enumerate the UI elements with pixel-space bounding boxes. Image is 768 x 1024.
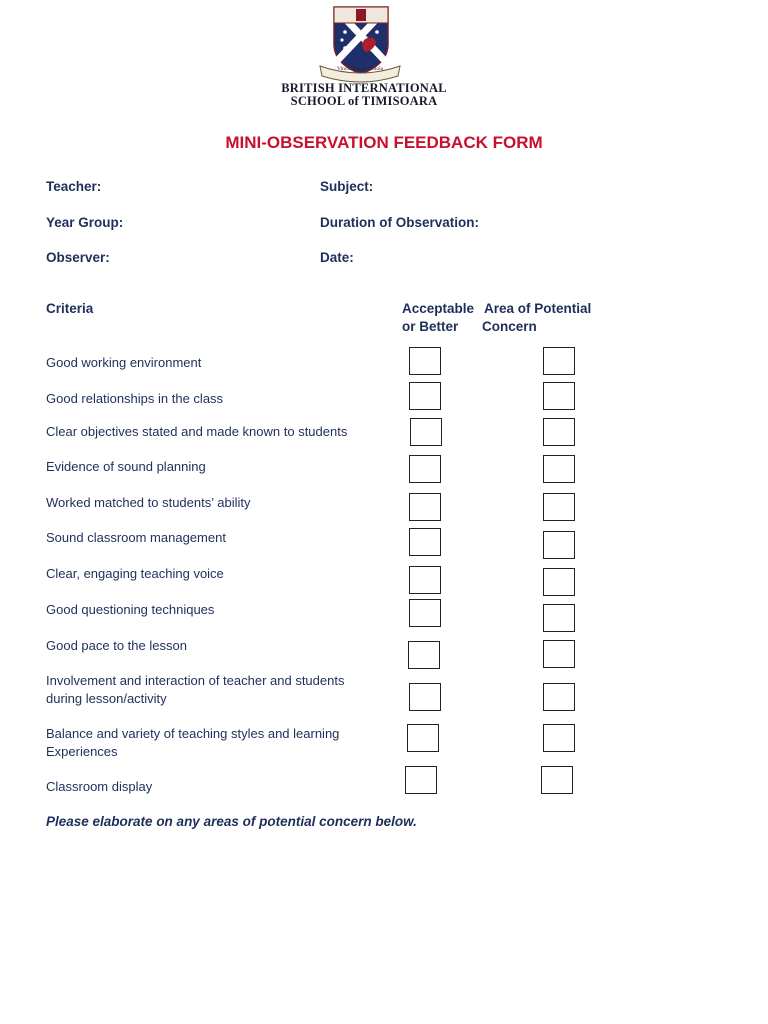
criterion-label <box>46 601 391 619</box>
criterion-label <box>46 637 391 655</box>
school-crest-logo <box>312 4 408 84</box>
criterion-text-line-1: Sound classroom management <box>46 530 226 545</box>
acceptable-checkbox[interactable] <box>409 455 441 483</box>
criterion-text-line-1: Classroom display <box>46 779 153 794</box>
criterion-label <box>46 565 391 583</box>
concern-checkbox[interactable] <box>543 568 575 596</box>
concern-checkbox[interactable] <box>543 683 575 711</box>
subject-label: Subject: <box>320 179 374 194</box>
acceptable-checkbox[interactable] <box>409 493 441 521</box>
teacher-label: Teacher: <box>46 179 102 194</box>
criterion-label <box>46 494 391 512</box>
elaborate-concerns-note: Please elaborate on any areas of potential concern below. <box>46 814 417 829</box>
concern-header-line-1: Area of Potential <box>484 301 592 316</box>
criterion-label <box>46 423 391 441</box>
school-name-line-1: BRITISH INTERNATIONAL <box>281 81 447 95</box>
criterion-text-line-1: Good pace to the lesson <box>46 638 187 653</box>
criterion-label <box>46 672 391 708</box>
criterion-label <box>46 725 391 761</box>
concern-checkbox[interactable] <box>541 766 573 794</box>
concern-column-header <box>482 300 591 336</box>
criterion-label <box>46 390 391 408</box>
concern-checkbox[interactable] <box>543 493 575 521</box>
acceptable-checkbox[interactable] <box>408 641 440 669</box>
criterion-text-line-1: Clear, engaging teaching voice <box>46 566 224 581</box>
acceptable-column-header <box>402 300 474 336</box>
concern-checkbox[interactable] <box>543 455 575 483</box>
duration-label: Duration of Observation: <box>320 215 480 230</box>
criterion-text-line-1: Good relationships in the class <box>46 391 224 406</box>
acceptable-checkbox[interactable] <box>409 683 441 711</box>
criterion-label <box>46 778 391 796</box>
date-label: Date: <box>320 250 354 265</box>
concern-checkbox[interactable] <box>543 604 575 632</box>
criterion-text-line-2: during lesson/activity <box>46 691 167 706</box>
observer-label: Observer: <box>46 250 110 265</box>
concern-checkbox[interactable] <box>543 382 575 410</box>
concern-checkbox[interactable] <box>543 347 575 375</box>
acceptable-checkbox[interactable] <box>410 418 442 446</box>
criterion-text-line-1: Worked matched to students’ ability <box>46 495 251 510</box>
criterion-text-line-2: Experiences <box>46 744 118 759</box>
acceptable-checkbox[interactable] <box>409 347 441 375</box>
criterion-text-line-1: Involvement and interaction of teacher and students <box>46 673 345 688</box>
criterion-label <box>46 458 391 476</box>
concern-checkbox[interactable] <box>543 418 575 446</box>
acceptable-header-line-2: or Better <box>402 319 459 334</box>
acceptable-checkbox[interactable] <box>409 599 441 627</box>
criteria-column-header: Criteria <box>46 301 94 316</box>
acceptable-checkbox[interactable] <box>405 766 437 794</box>
school-name-line-2: SCHOOL of TIMISOARA <box>290 94 438 108</box>
concern-checkbox[interactable] <box>543 531 575 559</box>
acceptable-checkbox[interactable] <box>407 724 439 752</box>
criterion-text-line-1: Evidence of sound planning <box>46 459 206 474</box>
year-group-label: Year Group: <box>46 215 124 230</box>
acceptable-checkbox[interactable] <box>409 528 441 556</box>
acceptable-header-line-1: Acceptable <box>402 301 475 316</box>
concern-checkbox[interactable] <box>543 640 575 668</box>
criterion-label <box>46 354 391 372</box>
criterion-text-line-1: Good questioning techniques <box>46 602 215 617</box>
criterion-text-line-1: Clear objectives stated and made known to students <box>46 424 348 439</box>
criterion-label <box>46 529 391 547</box>
concern-header-line-2: Concern <box>482 319 537 334</box>
acceptable-checkbox[interactable] <box>409 382 441 410</box>
form-title: MINI-OBSERVATION FEEDBACK FORM <box>225 133 543 152</box>
criterion-text-line-1: Balance and variety of teaching styles and learning <box>46 726 340 741</box>
crest-motto: Vincit Omnia Schola <box>336 66 384 72</box>
concern-checkbox[interactable] <box>543 724 575 752</box>
acceptable-checkbox[interactable] <box>409 566 441 594</box>
criterion-text-line-1: Good working environment <box>46 355 202 370</box>
